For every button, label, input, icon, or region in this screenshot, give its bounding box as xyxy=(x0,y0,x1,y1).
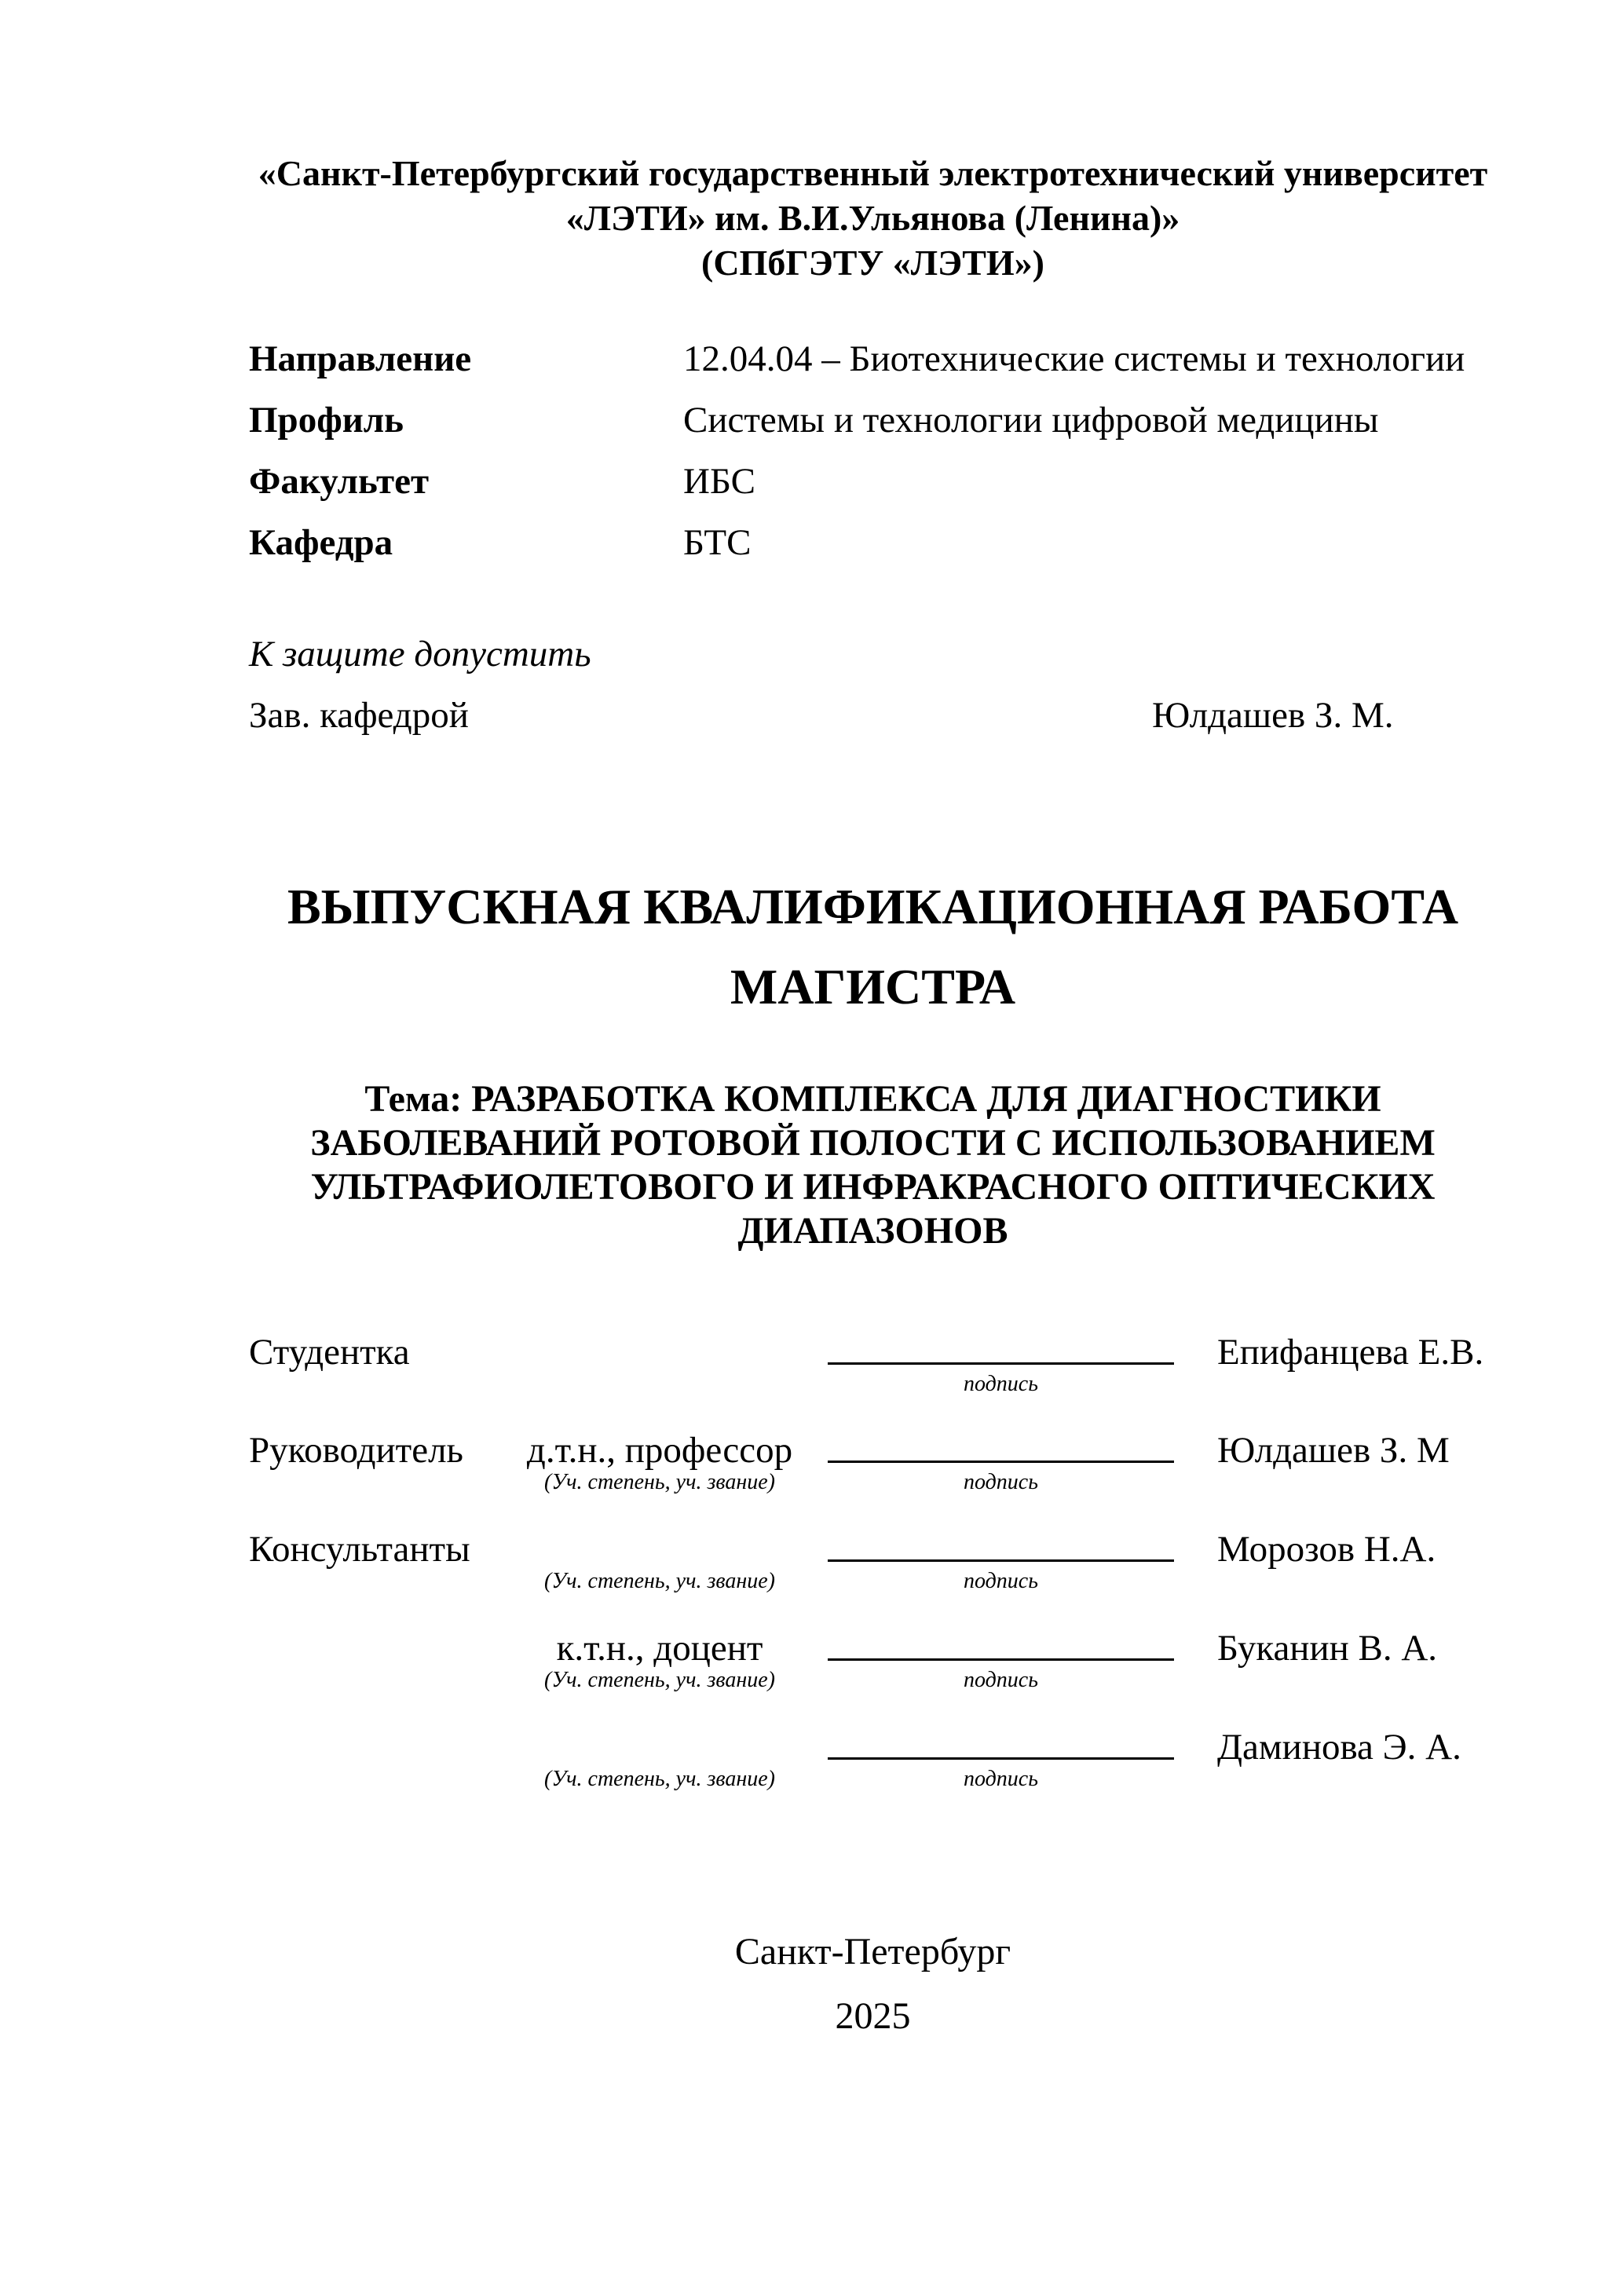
signature-row-consultant-3 xyxy=(0,1726,1624,1814)
signature-caption: подпись xyxy=(964,1569,1038,1593)
consultant-1-name: Морозов Н.А. xyxy=(1217,1529,1436,1570)
university-abbreviation: (СПбГЭТУ «ЛЭТИ») xyxy=(701,243,1044,283)
work-title-line2: МАГИСТРА xyxy=(730,959,1016,1015)
signature-line xyxy=(828,1559,1174,1562)
supervisor-role-label: Руководитель xyxy=(249,1430,463,1471)
signature-caption: подпись xyxy=(964,1668,1038,1692)
signature-caption: подпись xyxy=(964,1470,1038,1494)
consultant-2-degree: к.т.н., доцент xyxy=(556,1628,763,1669)
department-value: БТС xyxy=(683,522,752,563)
topic-line1: Тема: РАЗРАБОТКА КОМПЛЕКСА ДЛЯ ДИАГНОСТИКИ xyxy=(364,1078,1381,1120)
topic-line3: УЛЬТРАФИОЛЕТОВОГО И ИНФРАКРАСНОГО ОПТИЧЕСКИХ xyxy=(310,1166,1436,1208)
faculty-value: ИБС xyxy=(683,461,755,502)
student-name: Епифанцева Е.В. xyxy=(1217,1332,1484,1373)
signature-line xyxy=(828,1362,1174,1365)
signature-row-consultant-1 xyxy=(0,1528,1624,1616)
consultants-role-label: Консультанты xyxy=(249,1529,470,1570)
signature-line xyxy=(828,1658,1174,1661)
supervisor-degree: д.т.н., профессор xyxy=(526,1430,793,1471)
degree-caption: (Уч. степень, уч. звание) xyxy=(544,1569,775,1593)
year: 2025 xyxy=(835,1995,911,2037)
admission-statement: К защите допустить xyxy=(249,634,591,675)
university-header xyxy=(236,151,1510,285)
consultant-2-name: Буканин В. А. xyxy=(1217,1628,1438,1669)
work-title-line1: ВЫПУСКНАЯ КВАЛИФИКАЦИОННАЯ РАБОТА xyxy=(287,879,1459,934)
department-label: Кафедра xyxy=(249,522,393,563)
topic-line4: ДИАПАЗОНОВ xyxy=(737,1210,1008,1252)
supervisor-name: Юлдашев З. М xyxy=(1217,1430,1450,1471)
direction-value: 12.04.04 – Биотехнические системы и технологии xyxy=(683,338,1465,379)
student-role-label: Студентка xyxy=(249,1332,410,1373)
university-name-line2: «ЛЭТИ» им. В.И.Ульянова (Ленина)» xyxy=(565,198,1180,238)
profile-label: Профиль xyxy=(249,400,404,441)
field-row-direction xyxy=(249,338,1537,399)
topic-line2: ЗАБОЛЕВАНИЙ РОТОВОЙ ПОЛОСТИ С ИСПОЛЬЗОВАНИЕМ xyxy=(310,1122,1436,1164)
signature-caption: подпись xyxy=(964,1372,1038,1396)
field-row-department xyxy=(249,521,1537,583)
signature-caption: подпись xyxy=(964,1767,1038,1791)
signature-line xyxy=(828,1461,1174,1463)
degree-caption: (Уч. степень, уч. звание) xyxy=(544,1470,775,1494)
university-name-line1: «Санкт-Петербургский государственный электротехнический университет xyxy=(258,153,1488,193)
degree-caption: (Уч. степень, уч. звание) xyxy=(544,1767,775,1791)
department-head-name: Юлдашев З. М. xyxy=(1152,695,1394,736)
field-row-faculty xyxy=(249,460,1537,521)
signature-line xyxy=(828,1757,1174,1760)
city: Санкт-Петербург xyxy=(734,1931,1011,1972)
degree-caption: (Уч. степень, уч. звание) xyxy=(544,1668,775,1692)
consultant-3-name: Даминова Э. А. xyxy=(1217,1727,1461,1768)
topic-block xyxy=(196,1077,1549,1253)
faculty-label: Факультет xyxy=(249,461,430,502)
direction-label: Направление xyxy=(249,338,472,379)
signature-row-consultant-2 xyxy=(0,1627,1624,1715)
field-row-profile xyxy=(249,399,1537,460)
profile-value: Системы и технологии цифровой медицины xyxy=(683,400,1379,441)
signature-row-student xyxy=(0,1331,1624,1419)
program-fields xyxy=(249,338,1537,583)
signature-row-supervisor xyxy=(0,1429,1624,1517)
department-head-label: Зав. кафедрой xyxy=(249,695,469,736)
